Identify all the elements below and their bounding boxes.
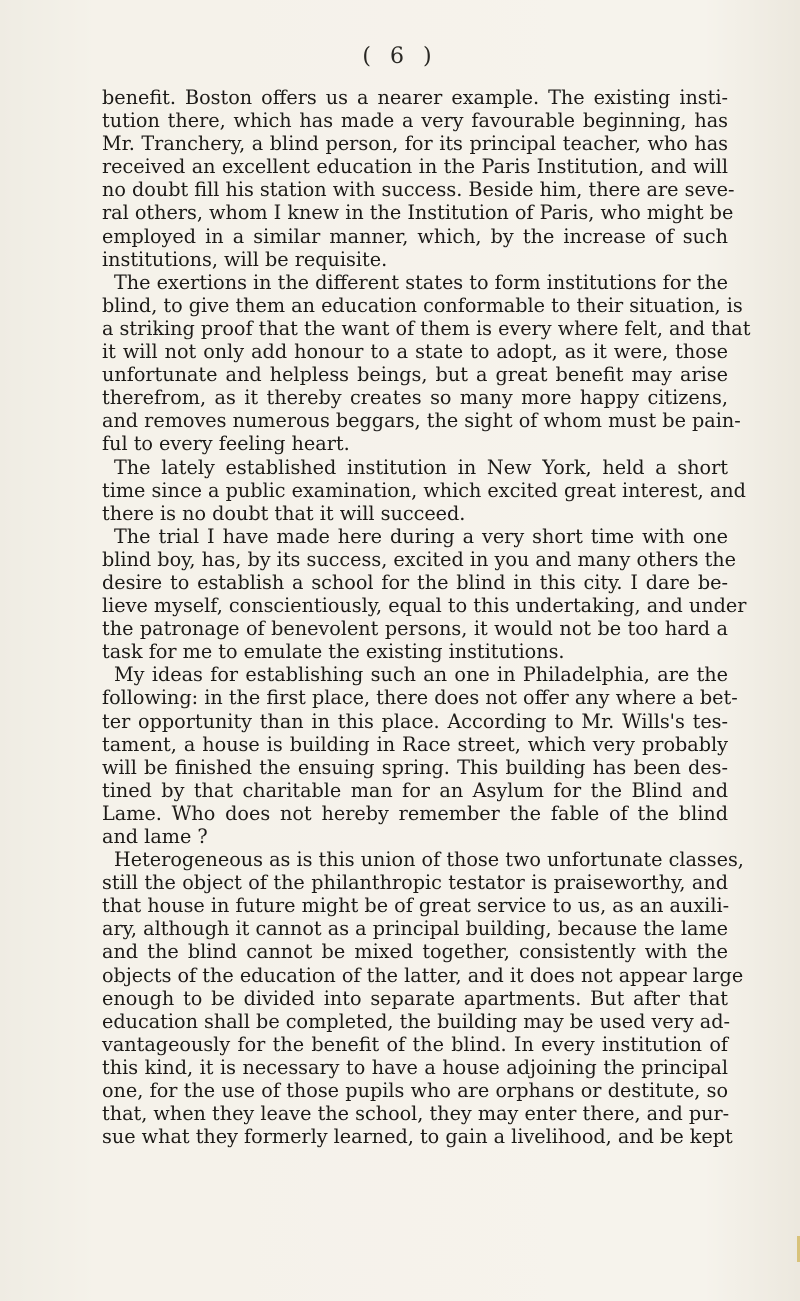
text-line: tined by that charitable man for an Asylum for the Blind and <box>102 778 728 802</box>
text-line: vantageously for the benefit of the blind. In every institution of <box>102 1032 728 1056</box>
text-line: a striking proof that the want of them is every where felt, and that <box>102 316 751 340</box>
text-line: received an excellent education in the Paris Institution, and will <box>102 155 728 179</box>
text-line: lieve myself, conscientiously, equal to this undertaking, and under <box>102 594 747 618</box>
text-line: education shall be completed, the building may be used very ad- <box>102 1009 730 1033</box>
text-line: desire to establish a school for the blind in this city. I dare be- <box>102 570 728 594</box>
text-line: Lame. Who does not hereby remember the fable of the blind <box>102 801 728 825</box>
text-line: The exertions in the different states to form institutions for the <box>114 270 729 294</box>
text-line: time since a public examination, which excited great interest, and <box>102 478 746 502</box>
text-line: ful to every feeling heart. <box>102 432 350 456</box>
text-line: My ideas for establishing such an one in Philadelphia, are the <box>114 663 728 687</box>
text-line: Heterogeneous as is this union of those two unfortunate classes, <box>114 848 744 872</box>
text-line: institutions, will be requisite. <box>102 247 388 271</box>
text-line: that, when they leave the school, they may enter there, and pur- <box>102 1102 730 1126</box>
text-line: following: in the first place, there does not offer any where a bet- <box>102 686 738 710</box>
paragraph <box>102 270 751 456</box>
text-line: there is no doubt that it will succeed. <box>102 501 466 525</box>
text-line: and the blind cannot be mixed together, consistently with the <box>102 940 728 964</box>
text-line: enough to be divided into separate apartments. But after that <box>102 986 728 1010</box>
text-line: one, for the use of those pupils who are orphans or destitute, so <box>102 1079 728 1103</box>
text-line: The trial I have made here during a very short time with one <box>114 524 728 548</box>
text-line: The lately established institution in New York, held a short <box>114 455 728 479</box>
text-line: ary, although it cannot as a principal building, because the lame <box>102 917 728 941</box>
text-line: still the object of the philanthropic testator is praiseworthy, and <box>102 871 728 895</box>
text-line: unfortunate and helpless beings, but a great benefit may arise <box>102 363 728 387</box>
text-line: task for me to emulate the existing institutions. <box>102 640 565 664</box>
text-line: ral others, whom I knew in the Institution of Paris, who might be <box>102 201 734 225</box>
text-line: will be finished the ensuing spring. This building has been des- <box>102 755 728 779</box>
text-line: sue what they formerly learned, to gain a livelihood, and be kept <box>102 1125 733 1149</box>
text-line: and removes numerous beggars, the sight of whom must be pain- <box>102 409 741 433</box>
text-line: no doubt fill his station with success. Beside him, there are seve- <box>102 178 735 202</box>
text-line: blind boy, has, by its success, excited in you and many others the <box>102 547 736 571</box>
text-line: tution there, which has made a very favourable beginning, has <box>102 109 728 133</box>
text-line: and lame ? <box>102 825 208 848</box>
text-line: objects of the education of the latter, and it does not appear large <box>102 963 744 987</box>
text-line: employed in a similar manner, which, by the increase of such <box>102 224 728 248</box>
paragraph <box>102 663 738 848</box>
paragraph <box>102 86 735 271</box>
paragraph <box>102 455 746 525</box>
page-number: ( 6 ) <box>362 44 438 69</box>
text-line: blind, to give them an education conformable to their situation, is <box>102 293 743 317</box>
text-line: this kind, it is necessary to have a house adjoining the principal <box>102 1055 728 1079</box>
paragraph <box>102 524 747 664</box>
text-line: ter opportunity than in this place. According to Mr. Wills's tes- <box>102 709 728 733</box>
text-line: therefrom, as it thereby creates so many more happy citizens, <box>102 386 728 410</box>
text-line: tament, a house is building in Race street, which very probably <box>102 732 728 756</box>
text-line: that house in future might be of great service to us, as an auxili- <box>102 894 730 918</box>
text-line: it will not only add honour to a state to adopt, as it were, those <box>102 340 728 364</box>
paragraph <box>102 848 744 1149</box>
text-line: Mr. Tranchery, a blind person, for its principal teacher, who has <box>102 132 728 156</box>
body-text <box>102 86 751 1149</box>
text-line: the patronage of benevolent persons, it would not be too hard a <box>102 617 728 641</box>
text-line: benefit. Boston offers us a nearer example. The existing insti- <box>102 86 728 109</box>
